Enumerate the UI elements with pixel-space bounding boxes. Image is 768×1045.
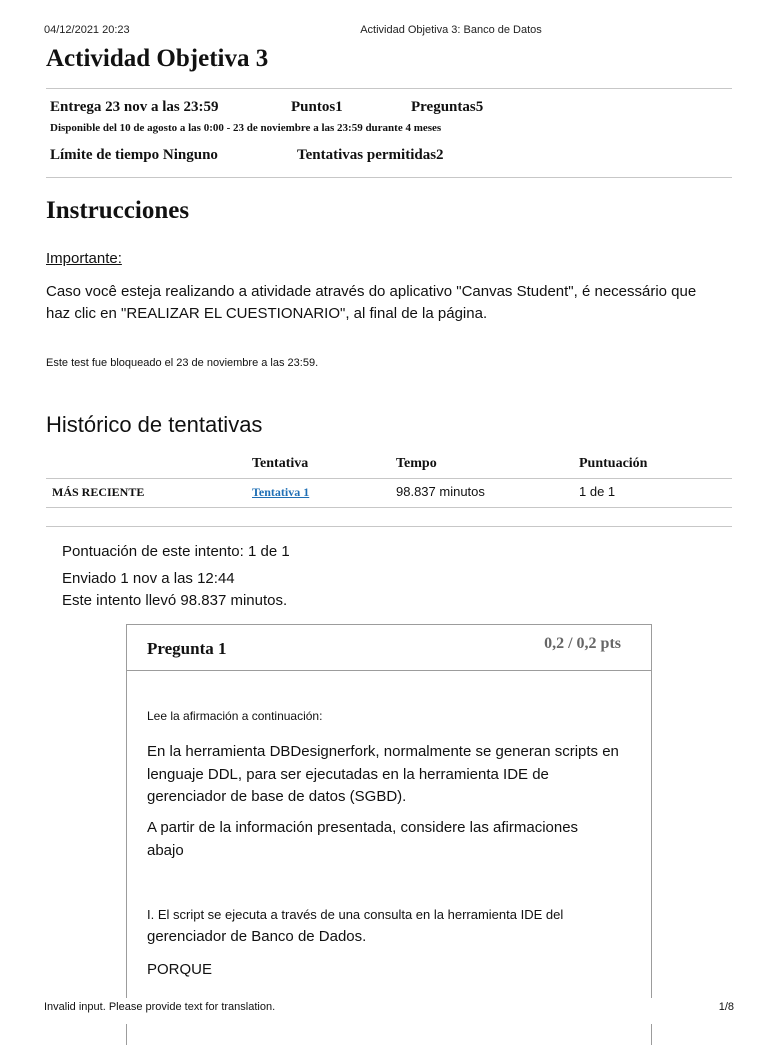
statement-1-line-2: gerenciador de Banco de Dados.	[147, 928, 367, 945]
column-header-attempt: Tentativa	[252, 456, 309, 471]
attempt-score-summary: Pontuación de este intento: 1 de 1	[62, 543, 290, 560]
print-datetime: 04/12/2021 20:23	[44, 24, 130, 36]
question-points: 0,2 / 0,2 pts	[544, 635, 621, 652]
question-card	[126, 624, 652, 1045]
history-heading: Histórico de tentativas	[46, 412, 263, 437]
instructions-body-line-2: haz clic en "REALIZAR EL CUESTIONARIO", al final de la página.	[46, 305, 488, 322]
page-footer	[0, 998, 768, 1024]
question-count: Preguntas5	[411, 99, 484, 115]
question-paragraph-1: En la herramienta DBDesignerfork, normalmente se generan scripts en lenguaje DDL, para ser ejecutadas en la herramienta IDE de gerenciador de base de datos (SGBD).	[147, 743, 619, 805]
divider	[46, 177, 732, 178]
important-label: Importante:	[46, 250, 122, 267]
points: Puntos1	[291, 99, 343, 115]
instructions-body-line-1: Caso você esteja realizando a atividade através do aplicativo "Canvas Student", é necessário que	[46, 283, 697, 300]
attempt-score: 1 de 1	[579, 484, 616, 499]
time-limit: Límite de tiempo Ninguno	[50, 147, 218, 163]
due-date: Entrega 23 nov a las 23:59	[50, 99, 219, 115]
page-number: 1/8	[718, 1001, 734, 1013]
footer-note: Invalid input. Please provide text for translation.	[44, 1001, 276, 1013]
divider	[46, 88, 732, 89]
connector-word: PORQUE	[147, 961, 213, 978]
attempt-link[interactable]: Tentativa 1	[252, 485, 310, 499]
question-title: Pregunta 1	[147, 639, 227, 658]
question-header	[127, 625, 651, 671]
attempt-time: 98.837 minutos	[396, 484, 485, 499]
column-header-score: Puntuación	[579, 456, 648, 471]
instructions-heading: Instrucciones	[46, 197, 190, 224]
page-title: Actividad Objetiva 3	[46, 45, 269, 72]
attempt-duration: Este intento llevó 98.837 minutos.	[62, 592, 288, 609]
divider	[46, 526, 732, 527]
statement-1-line-1: I. El script se ejecuta a través de una consulta en la herramienta IDE del	[147, 907, 564, 922]
submitted-date: Enviado 1 nov a las 12:44	[62, 570, 235, 587]
attempts-allowed: Tentativas permitidas2	[297, 147, 444, 163]
question-paragraph-2: A partir de la información presentada, considere las afirmaciones abajo	[147, 819, 579, 859]
locked-note: Este test fue bloqueado el 23 de noviembre a las 23:59.	[46, 357, 319, 369]
row-label: MÁS RECIENTE	[52, 485, 145, 499]
print-title: Actividad Objetiva 3: Banco de Datos	[360, 24, 542, 36]
table-row	[46, 479, 732, 507]
table-divider	[46, 507, 732, 508]
question-prompt: Lee la afirmación a continuación:	[147, 709, 323, 723]
availability: Disponible del 10 de agosto a las 0:00 - 23 de noviembre a las 23:59 durante 4 meses	[50, 122, 442, 134]
column-header-time: Tempo	[396, 456, 437, 471]
